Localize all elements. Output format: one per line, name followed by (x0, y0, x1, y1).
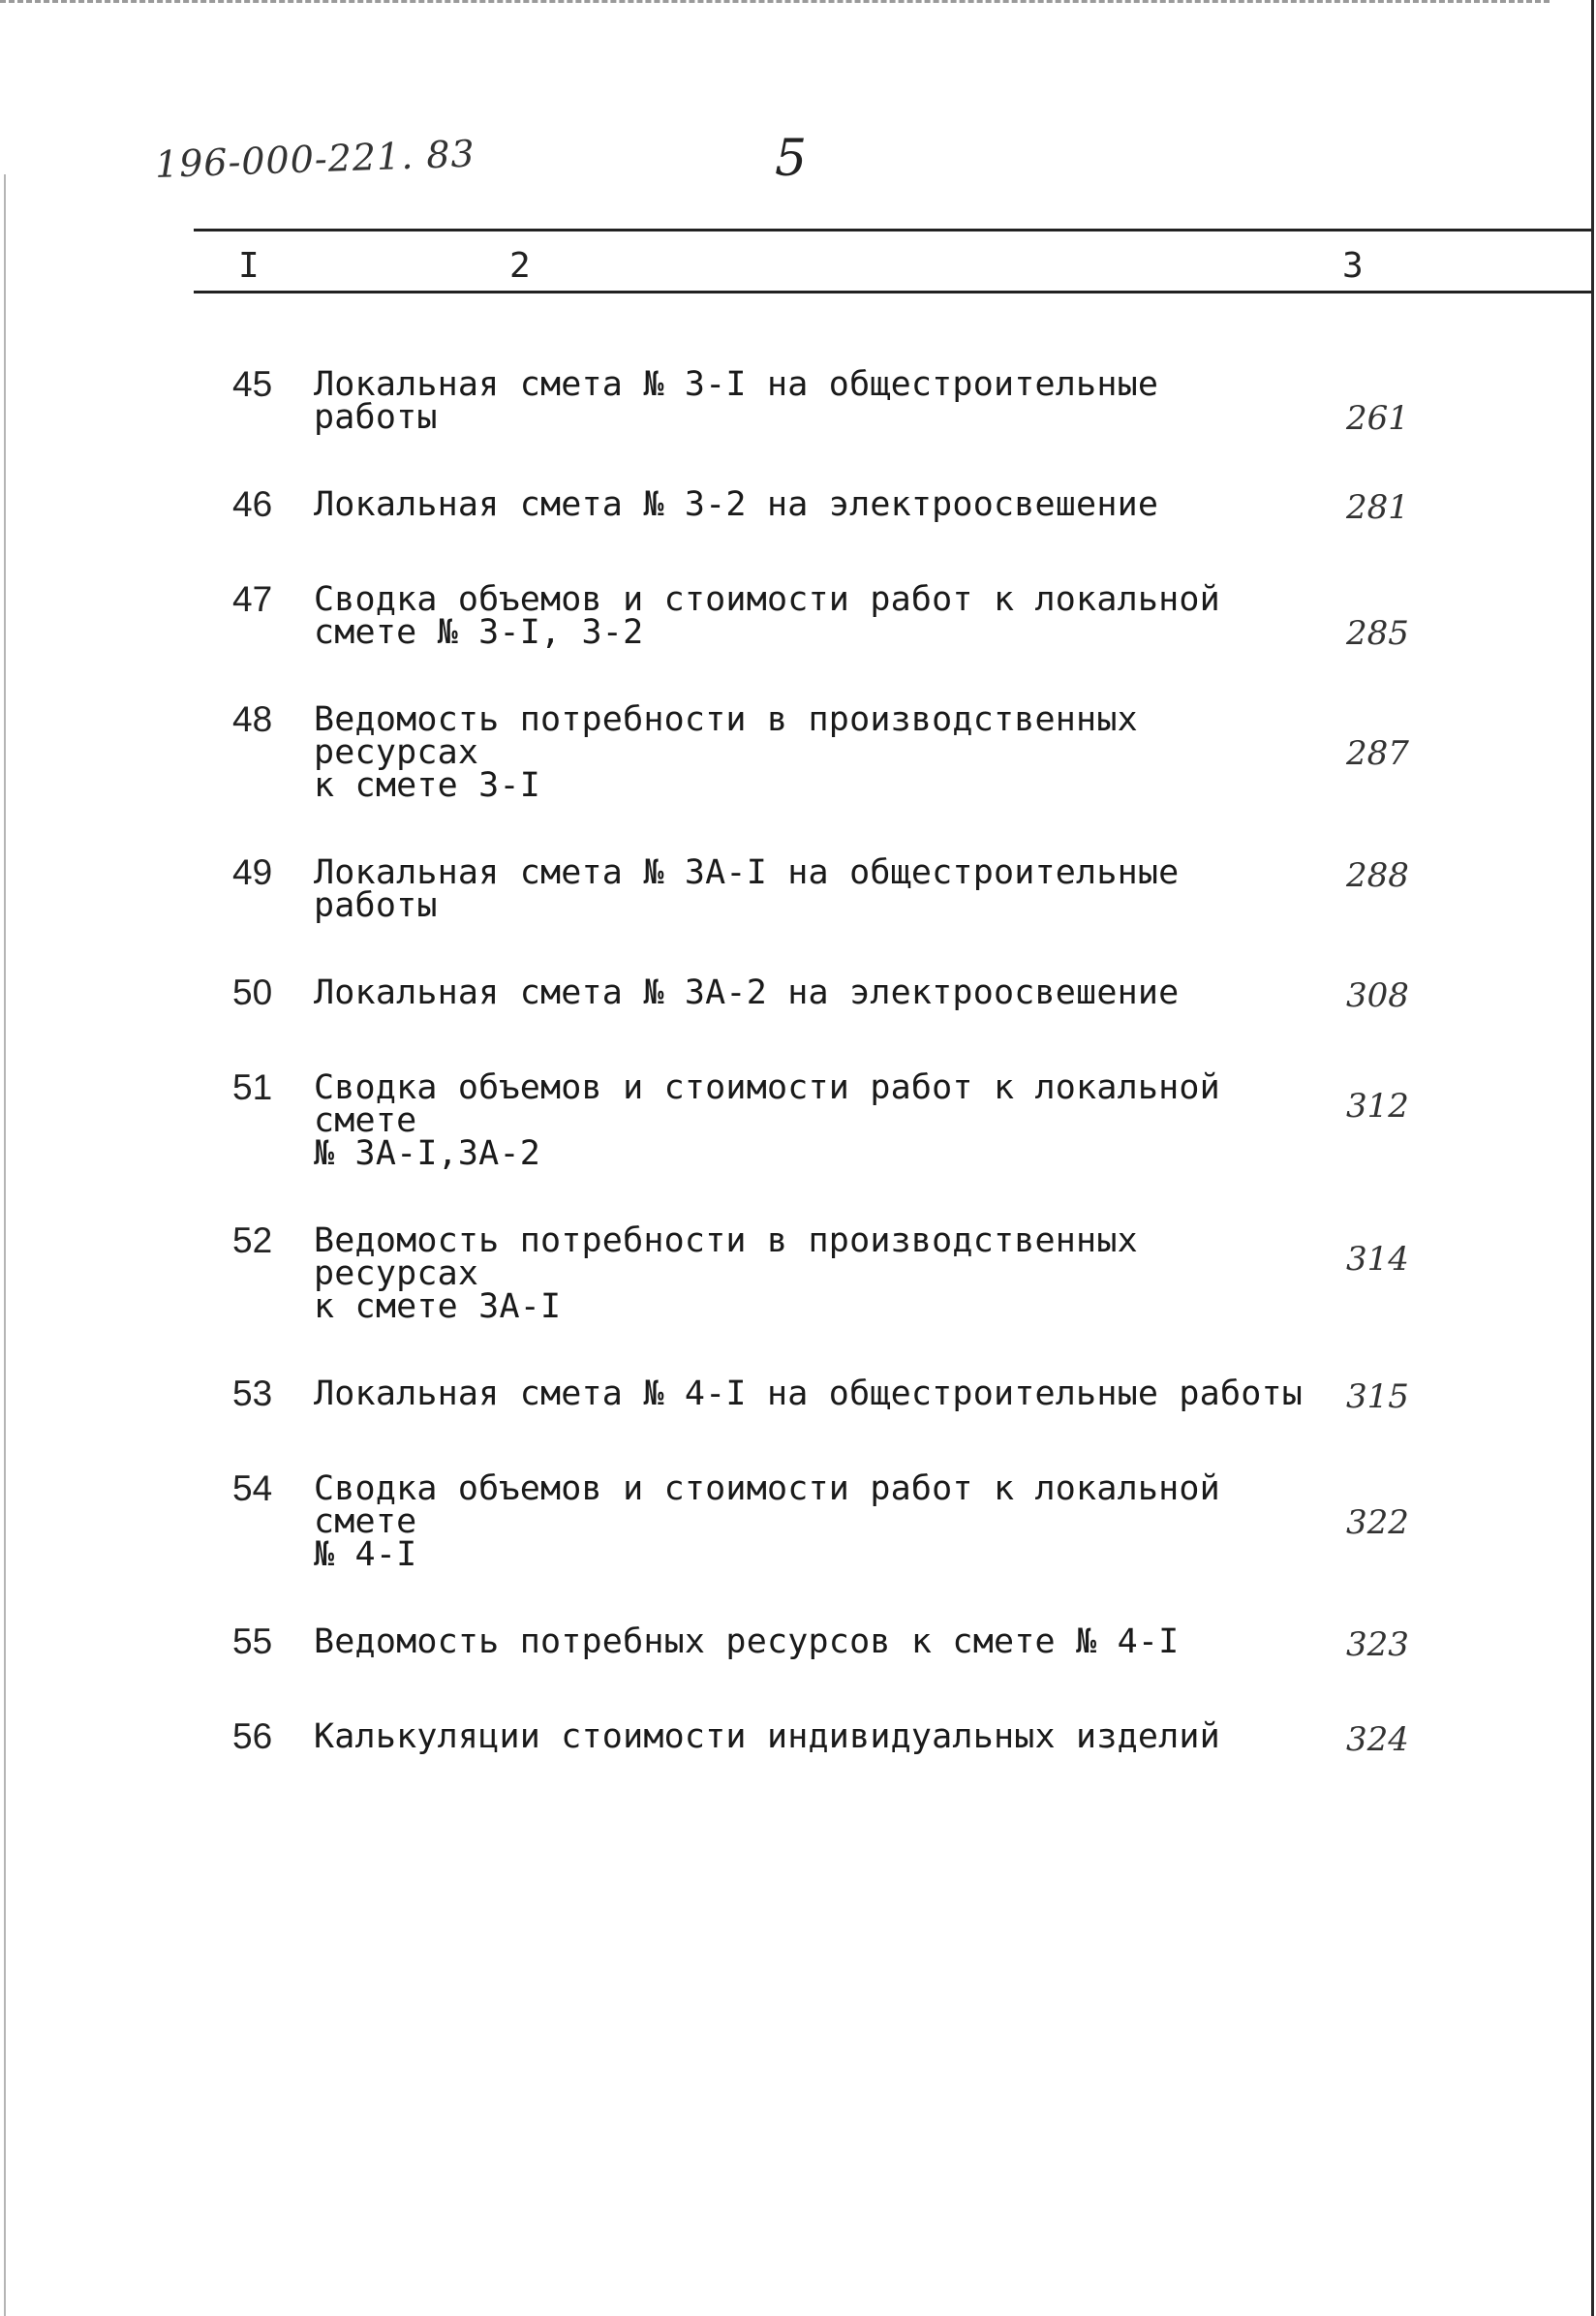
entry-number: 54 (232, 1468, 273, 1508)
contents-entry (0, 579, 1596, 653)
contents-entry (0, 1374, 1596, 1418)
entry-page: 281 (1346, 488, 1409, 527)
entry-number: 51 (232, 1067, 273, 1107)
entry-number: 56 (232, 1716, 273, 1756)
entry-number: 49 (232, 852, 273, 892)
entry-title: Сводка объемов и стоимости работ к локальной смете № 3-I, 3-2 (314, 580, 1220, 652)
entry-page: 324 (1346, 1720, 1409, 1759)
entry-title: Локальная смета № 3-2 на электроосвешение (314, 485, 1159, 524)
document-code: 196-000-221. 83 (154, 132, 476, 186)
table-header-rule-top (194, 229, 1591, 232)
entry-number: 46 (232, 484, 273, 524)
entry-title: Локальная смета № 3-I на общестроительные работы (314, 365, 1159, 437)
contents-entry (0, 852, 1596, 925)
contents-entry (0, 1621, 1596, 1666)
entry-number: 52 (232, 1220, 273, 1260)
entry-title: Сводка объемов и стоимости работ к локальной смете № 3А-I,3А-2 (314, 1068, 1220, 1173)
column-header-number: I (238, 246, 260, 286)
contents-entry (0, 1220, 1596, 1326)
column-header-page: 3 (1342, 246, 1364, 286)
entry-title: Ведомость потребных ресурсов к смете № 4-I (314, 1622, 1180, 1661)
entry-title: Локальная смета № 4-I на общестроительные работы (314, 1374, 1304, 1413)
contents-entry (0, 1716, 1596, 1761)
entry-number: 50 (232, 973, 273, 1012)
entry-title: Ведомость потребности в производственных ресурсах к смете 3А-I (314, 1221, 1138, 1326)
entry-number: 55 (232, 1621, 273, 1661)
entry-title: Локальная смета № 3А-I на общестроительные работы (314, 853, 1180, 925)
table-header-rule-bottom (194, 291, 1591, 293)
entry-page: 315 (1346, 1377, 1409, 1416)
entry-page: 323 (1346, 1625, 1409, 1664)
contents-list (0, 364, 1596, 1811)
entry-number: 48 (232, 699, 273, 739)
page-border-top (0, 0, 1550, 3)
entry-page: 288 (1346, 856, 1409, 895)
entry-page: 322 (1346, 1503, 1409, 1542)
entry-title: Сводка объемов и стоимости работ к локальной смете № 4-I (314, 1469, 1220, 1574)
column-header-title: 2 (509, 246, 531, 286)
entry-page: 287 (1346, 734, 1409, 773)
entry-page: 261 (1346, 399, 1409, 438)
entry-title: Локальная смета № 3А-2 на электроосвешение (314, 973, 1180, 1012)
contents-entry (0, 699, 1596, 805)
contents-entry (0, 364, 1596, 438)
entry-page: 314 (1346, 1240, 1409, 1279)
entry-title: Калькуляции стоимости индивидуальных изделий (314, 1717, 1220, 1756)
entry-number: 47 (232, 579, 273, 619)
contents-entry (0, 973, 1596, 1017)
entry-number: 53 (232, 1374, 273, 1413)
entry-page: 308 (1346, 976, 1409, 1015)
contents-entry (0, 1067, 1596, 1173)
entry-number: 45 (232, 364, 273, 404)
entry-page: 312 (1346, 1087, 1409, 1126)
entry-page: 285 (1346, 614, 1409, 653)
contents-entry (0, 1468, 1596, 1574)
contents-entry (0, 484, 1596, 529)
entry-title: Ведомость потребности в производственных ресурсах к смете 3-I (314, 700, 1138, 805)
page-number: 5 (775, 130, 808, 188)
